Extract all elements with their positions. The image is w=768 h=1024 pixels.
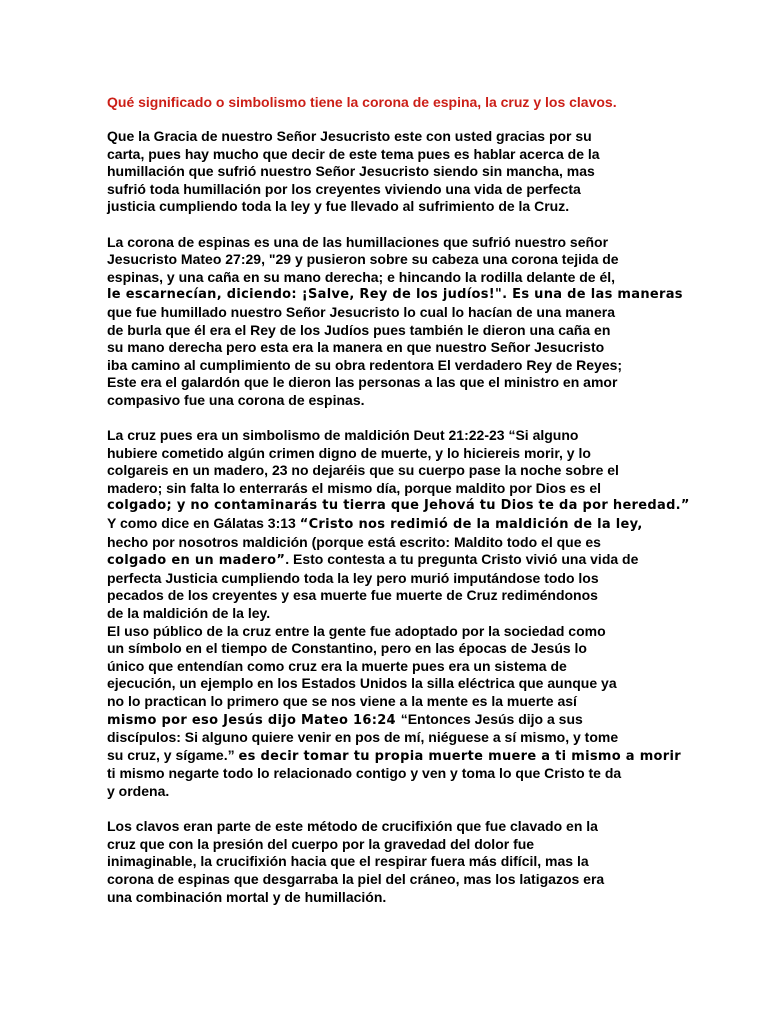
text-line: pecados de los creyentes y esa muerte fue muerte de Cruz rediméndonos — [107, 587, 598, 604]
text-line: carta, pues hay mucho que decir de este tema pues es hablar acerca de la — [107, 145, 600, 162]
quote-run: su cruz, y sígame.” — [107, 746, 239, 763]
text-line: discípulos: Si alguno quiere venir en pos de mí, niéguese a sí mismo, y tome — [107, 729, 619, 746]
text-line: que fue humillado nuestro Señor Jesucristo lo cual lo hacían de una manera — [107, 303, 616, 320]
text-line: hecho por nosotros maldición (porque está escrito: Maldito todo el que es — [107, 533, 601, 550]
document-body — [107, 93, 690, 924]
paragraph-5 — [107, 818, 667, 906]
text-line — [107, 711, 667, 730]
text-line: inimaginable, la crucifixión hacia que el respirar fuera más difícil, mas la — [107, 853, 589, 870]
text-line: perfecta Justicia cumpliendo toda la ley pero murió imputándose todo los — [107, 569, 599, 586]
text-line: una combinación mortal y de humillación. — [107, 888, 387, 905]
paragraph-3 — [107, 427, 690, 623]
text-line: un símbolo en el tiempo de Constantino, pero en las épocas de Jesús lo — [107, 640, 587, 657]
text-line: hubiere cometido algún crimen digno de muerte, y lo hiciereis morir, y lo — [107, 444, 591, 461]
text-line: Jesucristo Mateo 27:29, "29 y pusieron sobre su cabeza una corona tejida de — [107, 251, 619, 268]
paragraph-2 — [107, 233, 683, 410]
text-line: cruz que con la presión del cuerpo por la gravedad del dolor fue — [107, 835, 535, 852]
text-line: ti mismo negarte todo lo relacionado contigo y ven y toma lo que Cristo te da — [107, 765, 622, 782]
text-line: ejecución, un ejemplo en los Estados Unidos la silla eléctrica que aunque ya — [107, 675, 617, 692]
text-line: no lo practican lo primero que se nos viene a la mente es la muerte así — [107, 693, 577, 709]
text-line: madero; sin falta lo enterrarás el mismo día, porque maldito por Dios es el — [107, 479, 602, 496]
text-line — [107, 551, 667, 570]
text-line: Los clavos eran parte de este método de crucifixión que fue clavado en la — [107, 818, 598, 835]
paragraph-1 — [107, 128, 667, 216]
text-run: es decir tomar tu propia muerte muere a ti mismo a morir — [238, 748, 681, 764]
text-line: corona de espinas que desgarraba la piel del cráneo, mas los latigazos era — [107, 870, 605, 887]
document-title: Qué significado o simbolismo tiene la corona de espina, la cruz y los clavos. — [107, 94, 617, 110]
text-line: iba camino al cumplimiento de su obra redentora El verdadero Rey de Reyes; — [107, 356, 623, 373]
text-line: Que la Gracia de nuestro Señor Jesucristo este con usted gracias por su — [107, 128, 592, 144]
text-line: La cruz pues era un simbolismo de maldición Deut 21:22-23 “Si alguno — [107, 427, 579, 444]
text-run: Y como dice en Gálatas 3:13 — [107, 515, 300, 532]
quote-run: “Cristo nos redimió de la maldición de la ley, — [299, 517, 643, 533]
text-line: su mano derecha pero esta era la manera en que nuestro Señor Jesucristo — [107, 339, 605, 356]
text-line: único que entendían como cruz era la muerte pues era un sistema de — [107, 657, 567, 674]
text-line: colgareis en un madero, 23 no dejaréis que su cuerpo pase la noche sobre el — [107, 462, 619, 479]
text-run: mismo por eso Jesús dijo Mateo 16:24 — [107, 712, 401, 728]
text-line: sufrió toda humillación por los creyentes viviendo una vida de perfecta — [107, 180, 581, 197]
text-line: le escarnecían, diciendo: ¡Salve, Rey de los judíos!". Es una de las maneras — [107, 287, 683, 303]
text-line: Este era el galardón que le dieron las personas a las que el ministro en amor — [107, 374, 618, 391]
text-line — [107, 746, 681, 766]
text-line: y ordena. — [107, 782, 170, 799]
text-line — [107, 515, 667, 534]
quote-run: colgado en un madero” — [107, 553, 286, 569]
text-line: humillación que sufrió nuestro Señor Jesucristo siendo sin mancha, mas — [107, 163, 595, 180]
text-line: justicia cumpliendo toda la ley y fue llevado al sufrimiento de la Cruz. — [107, 198, 570, 215]
text-line: La corona de espinas es una de las humillaciones que sufrió nuestro señor — [107, 233, 609, 250]
text-line: colgado; y no contaminarás tu tierra que Jehová tu Dios te da por heredad.” — [107, 498, 690, 514]
text-line: de la maldición de la ley. — [107, 605, 271, 622]
text-line: espinas, y una caña en su mano derecha; e hincando la rodilla delante de él, — [107, 268, 616, 285]
text-line: de burla que él era el Rey de los Judíos pues también le dieron una caña en — [107, 321, 611, 338]
text-line: compasivo fue una corona de espinas. — [107, 391, 365, 408]
text-run: . Esto contesta a tu pregunta Cristo vivió una vida de — [285, 551, 639, 568]
paragraph-4 — [107, 622, 681, 801]
text-line: El uso público de la cruz entre la gente fue adoptado por la sociedad como — [107, 622, 606, 639]
quote-run: “Entonces Jesús dijo a sus — [400, 710, 583, 727]
